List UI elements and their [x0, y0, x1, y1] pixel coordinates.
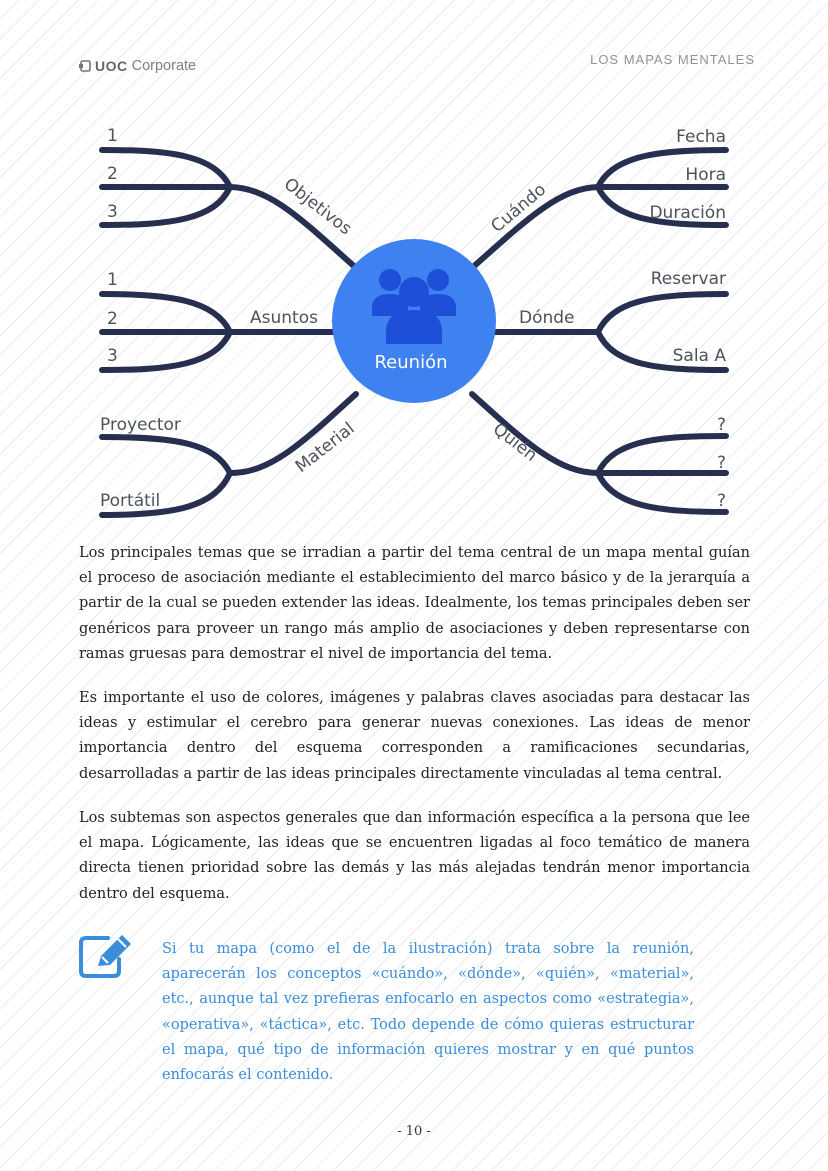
body-paragraph-2: Es importante el uso de colores, imágenes y palabras claves asociadas para destacar las ideas y estimular el cerebro para generar nuevas conexiones. Las ideas de menor importancia dentro del esquema corresponden a ramificaciones secundarias, desarrolladas a partir de las ideas principales directamente vinculadas al tema central. [79, 690, 750, 782]
leaf-cuando-3: Duración [649, 203, 726, 223]
leaf-line-asuntos-1 [102, 294, 230, 332]
leaf-objetivos-1: 1 [107, 126, 118, 146]
section-title: LOS MAPAS MENTALES [590, 52, 755, 67]
leaf-line-objetivos-1 [102, 150, 230, 187]
leaf-asuntos-2: 2 [107, 309, 118, 329]
leaf-material-2: Portátil [100, 491, 161, 511]
leaf-objetivos-3: 3 [107, 202, 118, 222]
leaf-donde-2: Sala A [672, 346, 726, 366]
leaf-cuando-1: Fecha [676, 127, 726, 147]
leaf-quien-1: ? [716, 415, 726, 435]
branch-label-asuntos: Asuntos [250, 308, 318, 328]
leaf-line-quien-1 [598, 436, 726, 473]
leaf-line-quien-3 [598, 473, 726, 512]
leaf-asuntos-1: 1 [107, 270, 118, 290]
leaf-line-material-1 [102, 437, 230, 473]
leaf-material-1: Proyector [100, 415, 181, 435]
body-paragraph-3: Los subtemas son aspectos generales que dan información específica a la persona que lee el mapa. Lógicamente, las ideas que se encuentren ligadas al foco temático de manera directa tienen prioridad sobre las demás y las más alejadas tendrán menor importancia dentro del esquema. [79, 810, 750, 902]
leaf-cuando-2: Hora [685, 165, 726, 185]
branch-label-objetivos: Objetivos [279, 174, 356, 240]
logo-corporate-text: Corporate [131, 58, 197, 74]
body-paragraph-1: Los principales temas que se irradian a partir del tema central de un mapa mental guían el proceso de asociación mediante el establecimiento del marco básico y de la jerarquía a partir de la cual se pueden extender las ideas. Idealmente, los temas principales deben ser genéricos para proveer un rango más amplio de asociaciones y deben representarse con ramas gruesas para demostrar el nivel de importancia del tema. [79, 545, 750, 662]
leaf-line-asuntos-3 [102, 332, 230, 370]
leaf-asuntos-3: 3 [107, 346, 118, 366]
edit-note-icon [78, 933, 134, 983]
uoc-logo-icon [79, 60, 91, 72]
page-number: - 10 - [397, 1124, 431, 1139]
leaf-quien-3: ? [716, 491, 726, 511]
mind-map-diagram [0, 110, 828, 530]
leaf-line-objetivos-3 [102, 187, 230, 225]
leaf-quien-2: ? [716, 453, 726, 473]
branch-label-material: Material [291, 418, 359, 477]
branch-label-donde: Dónde [519, 308, 575, 328]
leaf-donde-1: Reservar [650, 269, 726, 289]
center-label: Reunión [374, 352, 448, 373]
leaf-line-donde-1 [598, 294, 726, 332]
uoc-corporate-logo [79, 56, 196, 76]
leaf-objetivos-2: 2 [107, 164, 118, 184]
note-text: Si tu mapa (como el de la ilustración) trata sobre la reunión, aparecerán los conceptos «cuándo», «dónde», «quién», «material», etc., aunque tal vez prefieras enfocarlo en aspectos como «estrategia», «operativa», «táctica», etc. Todo depende de cómo quieras estructurar el mapa, qué tipo de información quieres mostrar y en qué puntos enfocarás el contenido. [162, 941, 694, 1084]
branch-label-quien: Quién [488, 419, 541, 466]
branch-label-cuando: Cuándo [487, 179, 551, 237]
logo-uoc-text: UOC [95, 58, 128, 74]
